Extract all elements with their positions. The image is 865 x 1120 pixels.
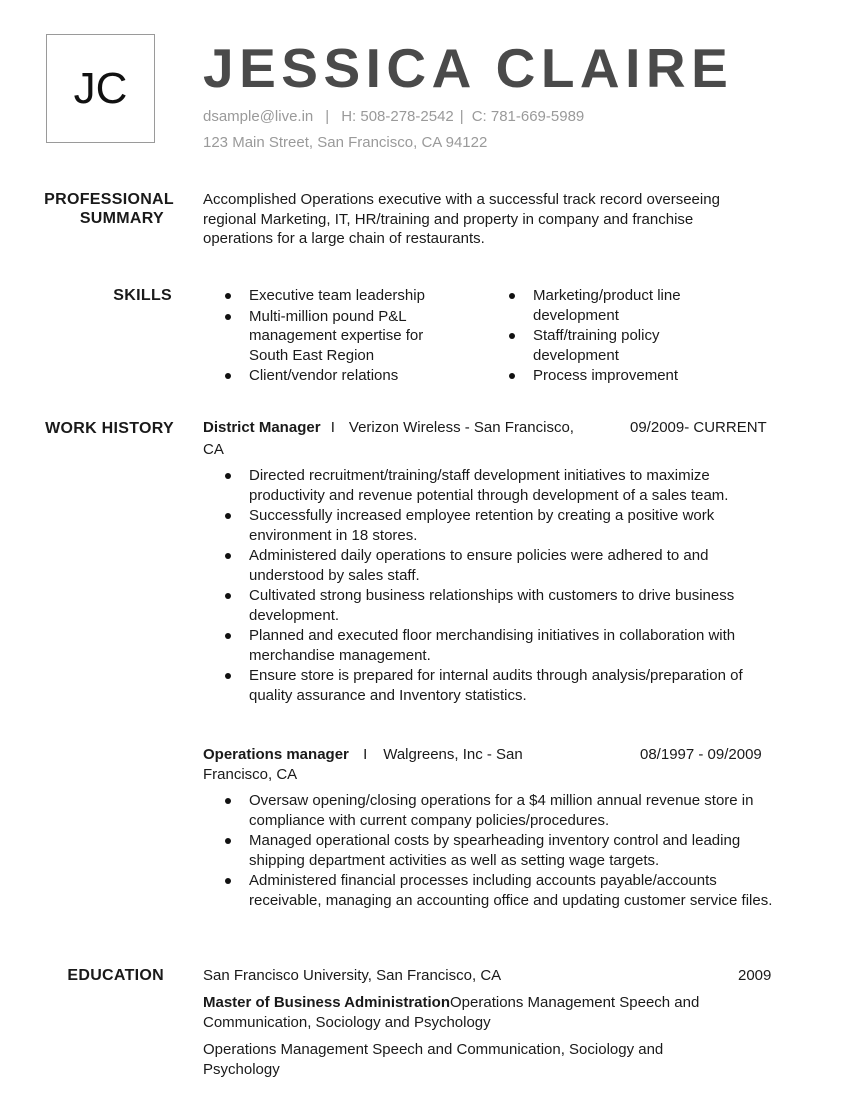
job-company: Walgreens, Inc - San xyxy=(383,746,523,763)
job-separator: I xyxy=(363,746,368,763)
section-title-line: SUMMARY xyxy=(79,210,164,227)
job-header xyxy=(203,744,523,765)
section-title-skills: SKILLS xyxy=(113,287,172,304)
skill-item: Staff/training policy development xyxy=(487,326,727,365)
job-bullet: Directed recruitment/training/staff development initiatives to maximize productivity and revenue potential through development of a sales team. xyxy=(203,466,743,505)
job-bullet: Cultivated strong business relationships with customers to drive business development. xyxy=(203,586,743,625)
section-title-work: WORK HISTORY xyxy=(45,420,174,437)
job-dates: 09/2009- CURRENT xyxy=(630,419,767,436)
section-title-line: PROFESSIONAL xyxy=(44,191,174,208)
initials: JC xyxy=(73,63,128,113)
skill-item: Multi-million pound P&L management expertise for South East Region xyxy=(203,307,463,366)
job-header xyxy=(203,417,574,438)
skills-list-right xyxy=(487,286,727,387)
job-dates: 08/1997 - 09/2009 xyxy=(640,746,762,763)
summary-text: Accomplished Operations executive with a successful track record overseeing regional Marketing, IT, HR/training and property in company and franchise operations for a large chain of restaurants. xyxy=(203,191,720,247)
job-bullets xyxy=(203,466,743,706)
job-bullet: Successfully increased employee retention by creating a positive work environment in 18 stores. xyxy=(203,506,743,545)
job-company: Verizon Wireless - San Francisco, xyxy=(348,419,574,436)
separator: | xyxy=(459,108,464,125)
address: 123 Main Street, San Francisco, CA 94122 xyxy=(203,134,488,151)
education-degree-detail: Operations Management Speech and Communication, Sociology and Psychology xyxy=(203,994,700,1031)
skill-item: Client/vendor relations xyxy=(203,366,463,386)
job-bullet: Managed operational costs by spearheading inventory control and leading shipping department activities as well as setting wage targets. xyxy=(203,831,793,870)
job-bullets xyxy=(203,791,793,911)
skill-item: Executive team leadership xyxy=(203,286,463,306)
skill-item: Marketing/product line development xyxy=(487,286,727,325)
job-bullet: Ensure store is prepared for internal audits through analysis/preparation of quality assurance and Inventory statistics. xyxy=(203,666,743,705)
education-degree-line xyxy=(203,993,743,1032)
job-title: Operations manager xyxy=(203,746,349,763)
candidate-name: JESSICA CLAIRE xyxy=(203,37,734,99)
job-bullet: Oversaw opening/closing operations for a $4 million annual revenue store in compliance with current company policies/procedures. xyxy=(203,791,793,830)
education-coursework: Operations Management Speech and Communication, Sociology and Psychology xyxy=(203,1041,664,1078)
education-year: 2009 xyxy=(738,967,772,984)
job-title: District Manager xyxy=(203,419,321,436)
email: dsample@live.in xyxy=(203,108,314,125)
job-location: Francisco, CA xyxy=(203,766,298,783)
home-phone: H: 508-278-2542 xyxy=(341,108,454,125)
contact-line xyxy=(203,107,584,127)
education-degree: Master of Business Administration xyxy=(203,994,450,1011)
section-title-education: EDUCATION xyxy=(67,967,164,984)
job-location: CA xyxy=(203,441,224,458)
section-title-summary xyxy=(14,190,174,228)
job-bullet: Administered financial processes including accounts payable/accounts receivable, managing an accounting office and updating customer service files. xyxy=(203,871,793,910)
job-separator: I xyxy=(330,419,335,436)
job-bullet: Administered daily operations to ensure policies were adhered to and understood by sales staff. xyxy=(203,546,743,585)
education-school: San Francisco University, San Francisco, CA xyxy=(203,967,502,984)
job-bullet: Planned and executed floor merchandising initiatives in collaboration with merchandise management. xyxy=(203,626,743,665)
skills-list-left xyxy=(203,286,463,387)
skill-item: Process improvement xyxy=(487,366,727,386)
cell-phone: C: 781-669-5989 xyxy=(471,108,585,125)
separator: | xyxy=(325,108,330,125)
monogram-box xyxy=(46,34,155,143)
